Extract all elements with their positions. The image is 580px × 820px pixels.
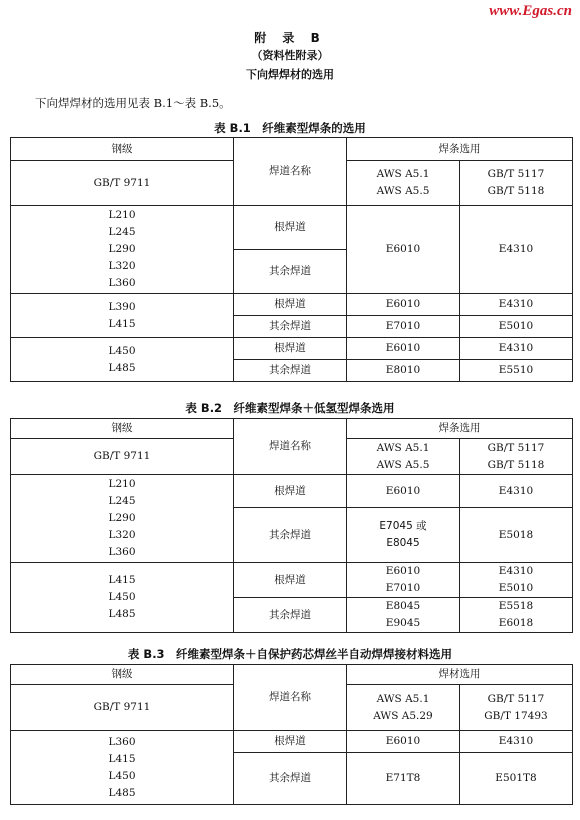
gbt-cell: E5510	[460, 360, 573, 382]
appendix-title: 附 录 B	[254, 31, 326, 45]
aws-header: AWS A5.1 AWS A5.29	[347, 685, 460, 731]
aws-cell: E8045 E9045	[347, 598, 460, 633]
steel-grade-header: 钢级	[11, 138, 234, 161]
aws-cell: E6010	[347, 294, 460, 316]
aws-cell: E7010	[347, 316, 460, 338]
pass-name-header: 焊道名称	[234, 419, 347, 475]
material-group-header: 焊条选用	[347, 419, 573, 439]
intro-paragraph: 下向焊焊材的选用见表 B.1～表 B.5。	[35, 96, 231, 110]
pass-cell: 根焊道	[234, 338, 347, 360]
pass-cell: 根焊道	[234, 294, 347, 316]
gbt-header: GB/T 5117 GB/T 5118	[460, 439, 573, 475]
material-group-header: 焊材选用	[347, 665, 573, 685]
gbt-cell: E4310	[460, 731, 573, 753]
appendix-subject: 下向焊焊材的选用	[246, 68, 334, 81]
gbt-header: GB/T 5117 GB/T 17493	[460, 685, 573, 731]
gbt-cell: E4310	[460, 294, 573, 316]
standard-header: GB/T 9711	[11, 685, 234, 731]
pass-cell: 其余焊道	[234, 753, 347, 805]
pass-name-header: 焊道名称	[234, 665, 347, 731]
gbt-cell: E5010	[460, 316, 573, 338]
table-b1-caption: 表 B.1 纤维素型焊条的选用	[214, 121, 366, 135]
table-b2	[10, 418, 573, 633]
aws-header: AWS A5.1 AWS A5.5	[347, 161, 460, 206]
aws-cell: E6010	[347, 475, 460, 508]
pass-cell: 其余焊道	[234, 316, 347, 338]
gbt-cell: E5518 E6018	[460, 598, 573, 633]
table-b1	[10, 137, 573, 382]
pass-cell: 其余焊道	[234, 598, 347, 633]
gbt-cell: E4310 E5010	[460, 563, 573, 598]
gbt-cell: E5018	[460, 508, 573, 563]
aws-cell: E8010	[347, 360, 460, 382]
grade-cell: L210 L245 L290 L320 L360	[11, 475, 234, 563]
grade-cell: L390 L415	[11, 294, 234, 338]
gbt-cell: E4310	[460, 206, 573, 294]
gbt-header: GB/T 5117 GB/T 5118	[460, 161, 573, 206]
table-b3-caption: 表 B.3 纤维素型焊条＋自保护药芯焊丝半自动焊焊接材料选用	[127, 647, 453, 661]
pass-cell: 根焊道	[234, 731, 347, 753]
pass-name-header: 焊道名称	[234, 138, 347, 206]
pass-cell: 根焊道	[234, 563, 347, 598]
grade-cell: L415 L450 L485	[11, 563, 234, 633]
aws-cell: E6010	[347, 338, 460, 360]
gbt-cell: E4310	[460, 475, 573, 508]
grade-cell: L450 L485	[11, 338, 234, 382]
pass-cell: 根焊道	[234, 206, 347, 250]
aws-cell: E6010 E7010	[347, 563, 460, 598]
steel-grade-header: 钢级	[11, 665, 234, 685]
aws-cell: E6010	[347, 731, 460, 753]
aws-header: AWS A5.1 AWS A5.5	[347, 439, 460, 475]
table-b3	[10, 664, 573, 805]
pass-cell: 根焊道	[234, 475, 347, 508]
steel-grade-header: 钢级	[11, 419, 234, 439]
aws-cell: E7045 或 E8045	[347, 508, 460, 563]
standard-header: GB/T 9711	[11, 439, 234, 475]
aws-cell: E6010	[347, 206, 460, 294]
gbt-cell: E501T8	[460, 753, 573, 805]
watermark-logo: www.Egas.cn	[489, 3, 572, 19]
aws-cell: E71T8	[347, 753, 460, 805]
appendix-nature: （资料性附录）	[251, 49, 329, 62]
material-group-header: 焊条选用	[347, 138, 573, 161]
grade-cell: L210 L245 L290 L320 L360	[11, 206, 234, 294]
grade-cell: L360 L415 L450 L485	[11, 731, 234, 805]
pass-cell: 其余焊道	[234, 250, 347, 294]
standard-header: GB/T 9711	[11, 161, 234, 206]
pass-cell: 其余焊道	[234, 508, 347, 563]
table-b2-caption: 表 B.2 纤维素型焊条＋低氢型焊条选用	[185, 401, 395, 415]
gbt-cell: E4310	[460, 338, 573, 360]
pass-cell: 其余焊道	[234, 360, 347, 382]
